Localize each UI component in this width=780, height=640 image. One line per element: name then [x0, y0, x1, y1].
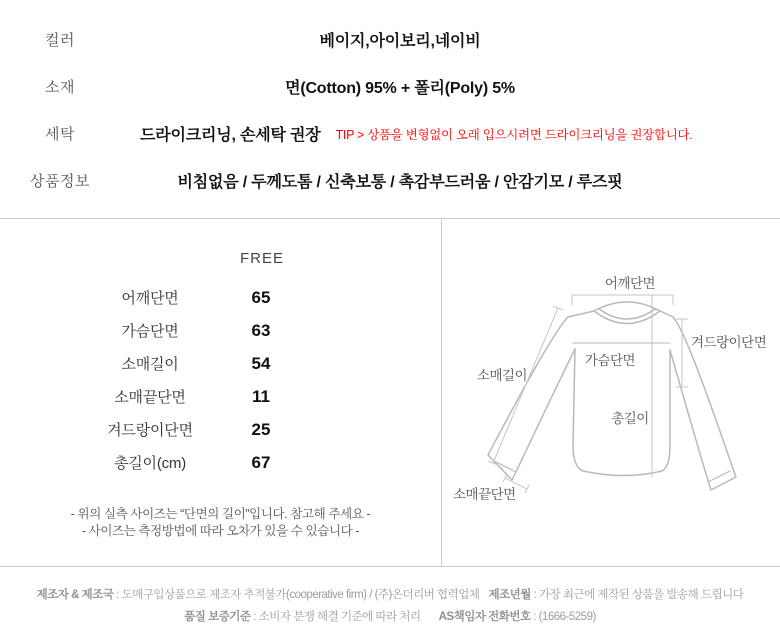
footer-line-quality [0, 606, 780, 628]
diagram-label-armhole: 겨드랑이단면 [691, 335, 767, 350]
size-notes [0, 506, 441, 540]
spec-row-wash [0, 110, 780, 157]
size-label-cuff: 소매끝단면 [114, 389, 186, 406]
spec-label-color: 컬러 [45, 32, 75, 49]
size-label-total-length: 총길이(cm) [113, 455, 187, 472]
spec-label-wash: 세탁 [45, 126, 75, 143]
garment-diagram [442, 219, 780, 566]
table-row [0, 413, 441, 446]
table-row [0, 347, 441, 380]
size-note-line1: - 위의 실측 사이즈는 “단면의 길이”입니다. 참고해 주세요 - [70, 507, 371, 521]
diagram-label-sleeve-length: 소매길이 [476, 368, 528, 383]
size-value-cuff: 11 [252, 386, 270, 406]
size-value-total-length: 67 [251, 452, 271, 472]
spec-row-material [0, 63, 780, 110]
spec-value-product-info: 비침없음 / 두께도톰 / 신축보통 / 촉감부드러움 / 안감기모 / 루즈핏 [177, 174, 623, 191]
diagram-label-total-length: 총길이 [611, 411, 649, 426]
footer-quality-label: 품질 보증기준 [184, 611, 251, 623]
measurement-lines [488, 295, 688, 493]
wash-tip-text: TIP > 상품을 변형없이 오래 입으시려면 드라이크리닝을 권장합니다. [335, 127, 693, 142]
size-table [0, 219, 442, 566]
size-value-chest: 63 [251, 320, 271, 340]
size-label-chest: 가슴단면 [121, 323, 179, 340]
size-note-line2: - 사이즈는 측정방법에 따라 오차가 있을 수 있습니다 - [81, 524, 360, 538]
spec-row-color [0, 16, 780, 63]
footer-as-label: AS책임자 전화번호 [438, 611, 531, 623]
spec-value-wash: 드라이크리닝, 손세탁 권장 [140, 127, 321, 144]
footer-quality-value: : 소비자 분쟁 해결 기준에 따라 처리 [250, 611, 421, 623]
footer-maker-label: 제조자 & 제조국 [36, 589, 114, 601]
shirt-outline [488, 302, 736, 490]
spec-label-material: 소재 [45, 79, 75, 96]
size-label-armhole: 겨드랑이단면 [107, 422, 193, 439]
size-label-shoulder: 어깨단면 [121, 290, 179, 307]
spec-row-product-info [0, 157, 780, 204]
product-spec-section [0, 0, 780, 218]
size-value-armhole: 25 [251, 419, 271, 439]
diagram-label-chest: 가슴단면 [584, 353, 636, 368]
table-row [0, 281, 441, 314]
footer-maker-value: : 도매구입상품으로 제조자 추적불가(cooperative firm) / (주)온더리버 협력업체 [113, 589, 480, 601]
diagram-label-shoulder: 어깨단면 [604, 276, 656, 291]
table-row [0, 446, 441, 479]
size-column-header: FREE [240, 250, 285, 267]
footer-as-value: : (1666-5259) [530, 611, 596, 623]
diagram-label-cuff: 소매끝단면 [453, 487, 516, 502]
footer-date-value: : 가장 최근에 제작된 상품을 발송해 드립니다 [530, 589, 744, 601]
shirt-measurement-diagram-svg [442, 219, 780, 568]
size-value-sleeve-length: 54 [251, 353, 271, 373]
spec-value-material: 면(Cotton) 95% + 폴리(Poly) 5% [285, 80, 515, 97]
footer-line-manufacturer [0, 584, 780, 606]
size-measure-section [0, 218, 780, 567]
spec-label-product-info: 상품정보 [30, 173, 90, 190]
size-value-shoulder: 65 [251, 287, 271, 307]
table-row [0, 314, 441, 347]
size-label-sleeve-length: 소매길이 [121, 356, 179, 373]
footer-date-label: 제조년월 [488, 589, 531, 601]
spec-value-color: 베이지,아이보리,네이비 [319, 33, 481, 50]
table-row [0, 380, 441, 413]
seller-info-footer [0, 567, 780, 640]
